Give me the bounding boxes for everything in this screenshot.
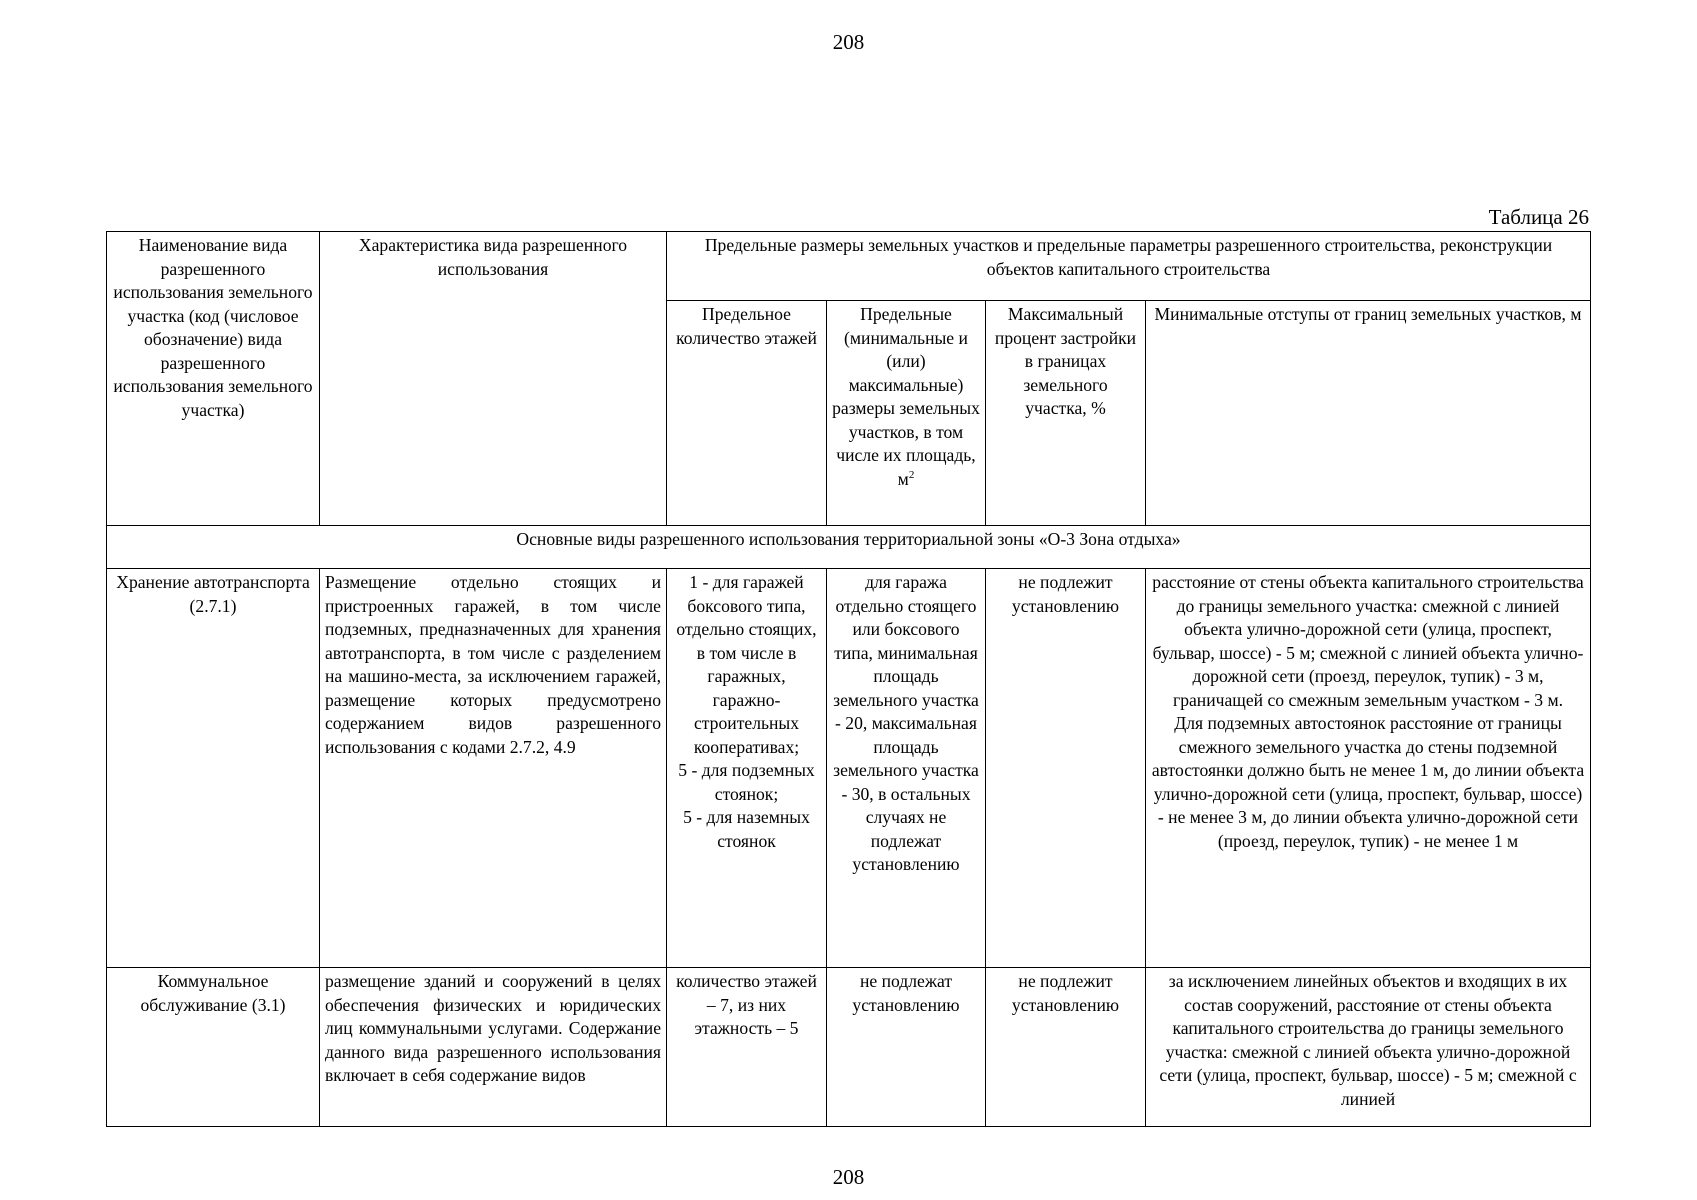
cell-floors: количество этажей – 7, из них этажность – 5 [667, 968, 827, 1127]
cell-setbacks: расстояние от стены объекта капитального строительства до границы земельного участка: смежной с линией объекта улично-дорожной сети (улица, проспект, бульвар, шоссе) - 5 м; смежной с линией объекта улично-дорожной сети (проезд, переулок, тупик) - 3 м, граничащей со смежным земельным участком - 3 м. Для подземных автостоянок расстояние от границы смежного земельного участка до стены подземной автостоянки должно быть не менее 1 м, до линии объекта улично-дорожной сети (улица, проспект, бульвар, шоссе) - не менее 3 м, до линии объекта улично-дорожной сети (проезд, переулок, тупик) - не менее 1 м [1146, 569, 1591, 968]
table-header-row [107, 232, 1591, 301]
header-characteristic: Характеристика вида разрешенного использования [320, 232, 667, 526]
section-row [107, 526, 1591, 569]
header-sizes-superscript: 2 [908, 468, 915, 481]
header-floors: Предельное количество этажей [667, 301, 827, 526]
header-sizes-text: Предельные (минимальные и (или) максимальные) размеры земельных участков, в том числе их площадь, м [832, 304, 980, 489]
cell-sizes: для гаража отдельно стоящего или боксового типа, минимальная площадь земельного участка - 20, максимальная площадь земельного участка - 30, в остальных случаях не подлежат установлению [827, 569, 986, 968]
cell-setbacks: за исключением линейных объектов и входящих в их состав сооружений, расстояние от стены объекта капитального строительства до границы земельного участка: смежной с линией объекта улично-дорожной сети (улица, проспект, бульвар, шоссе) - 5 м; смежной с линией [1146, 968, 1591, 1127]
cell-name: Коммунальное обслуживание (3.1) [107, 968, 320, 1127]
cell-percent: не подлежит установлению [986, 968, 1146, 1127]
header-percent: Максимальный процент застройки в границах земельного участка, % [986, 301, 1146, 526]
land-use-table [106, 231, 1591, 1127]
header-name: Наименование вида разрешенного использования земельного участка (код (числовое обозначение) вида разрешенного использования земельного участка) [107, 232, 320, 526]
cell-floors: 1 - для гаражей боксового типа, отдельно стоящих, в том числе в гаражных, гаражно-строительных кооперативах; 5 - для подземных стоянок; 5 - для наземных стоянок [667, 569, 827, 968]
table-row [107, 569, 1591, 968]
section-title: Основные виды разрешенного использования территориальной зоны «О-3 Зона отдыха» [107, 526, 1591, 569]
header-limits-group: Предельные размеры земельных участков и предельные параметры разрешенного строительства, реконструкции объектов капитального строительства [667, 232, 1591, 301]
table-row [107, 968, 1591, 1127]
header-setbacks: Минимальные отступы от границ земельных участков, м [1146, 301, 1591, 526]
page-number-bottom: 208 [832, 1165, 865, 1189]
cell-name: Хранение автотранспорта (2.7.1) [107, 569, 320, 968]
cell-characteristic: размещение зданий и сооружений в целях обеспечения физических и юридических лиц коммунальными услугами. Содержание данного вида разрешенного использования включает в себя содержание видов [320, 968, 667, 1127]
page-number-top: 208 [832, 30, 865, 54]
cell-characteristic: Размещение отдельно стоящих и пристроенных гаражей, в том числе подземных, предназначенных для хранения автотранспорта, в том числе с разделением на машино-места, за исключением гаражей, размещение которых предусмотрено содержанием видов разрешенного использования с кодами 2.7.2, 4.9 [320, 569, 667, 968]
header-sizes [827, 301, 986, 526]
table-caption: Таблица 26 [1488, 205, 1589, 229]
cell-percent: не подлежит установлению [986, 569, 1146, 968]
cell-sizes: не подлежат установлению [827, 968, 986, 1127]
